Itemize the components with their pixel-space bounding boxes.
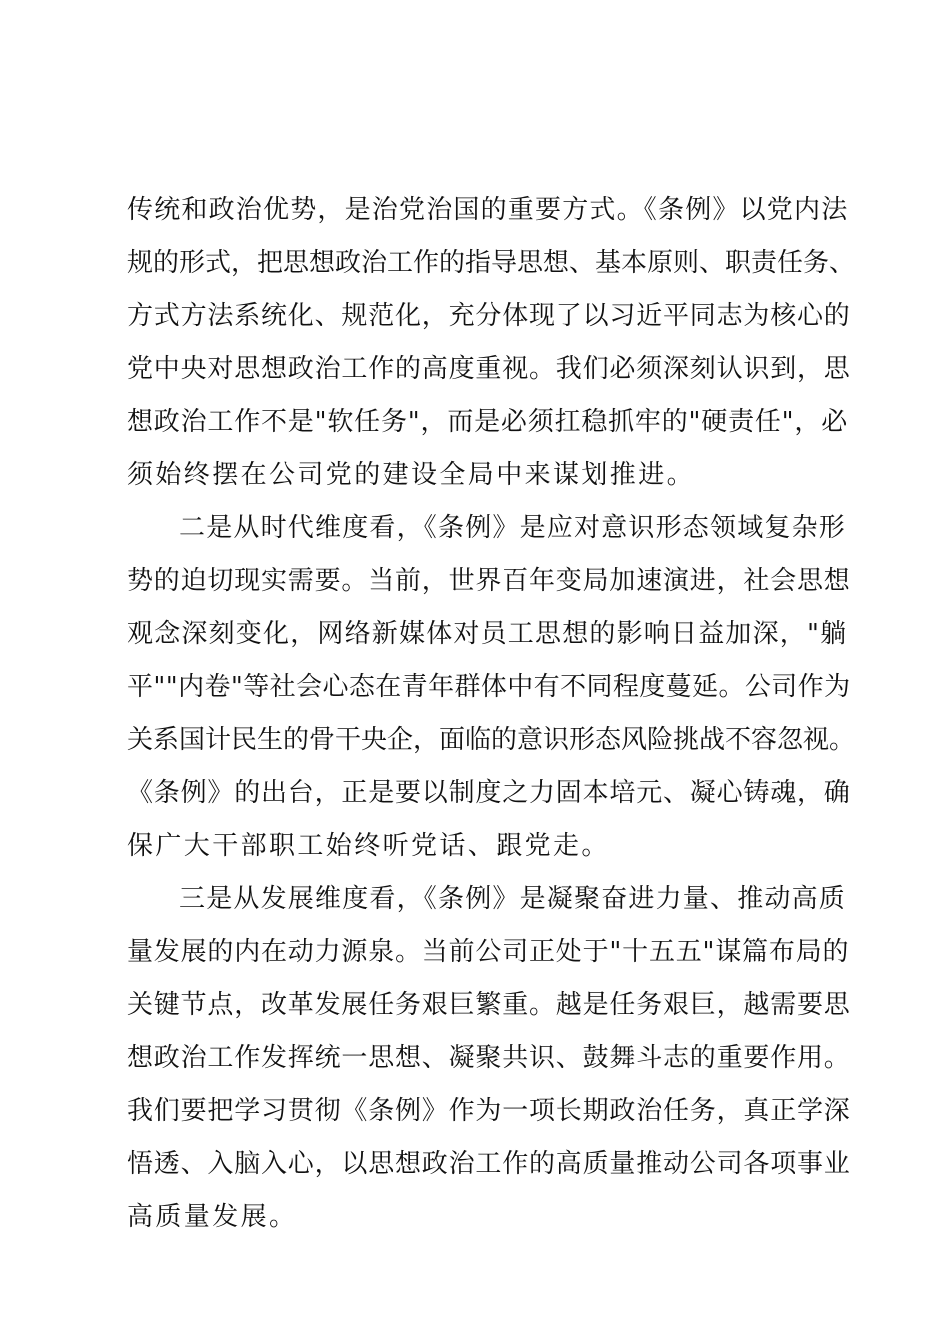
text-line: 传统和政治优势，是治党治国的重要方式。《条例》以党内法 (127, 195, 849, 225)
paragraph-first-line: 二是从时代维度看，《条例》是应对意识形态领域复杂形 (179, 513, 847, 543)
text-line: 量发展的内在动力源泉。当前公司正处于"十五五"谋篇布局的 (127, 937, 850, 967)
text-line: 关系国计民生的骨干央企，面临的意识形态风险挑战不容忽视。 (127, 725, 856, 755)
text-line: 平""内卷"等社会心态在青年群体中有不同程度蔓延。公司作为 (127, 672, 851, 702)
text-line: 党中央对思想政治工作的高度重视。我们必须深刻认识到，思 (127, 354, 851, 384)
text-line: 须始终摆在公司党的建设全局中来谋划推进。 (127, 460, 696, 490)
text-line: 方式方法系统化、规范化，充分体现了以习近平同志为核心的 (127, 301, 851, 331)
text-line: 高质量发展。 (127, 1202, 298, 1232)
document-body (127, 184, 856, 1244)
text-line: 关键节点，改革发展任务艰巨繁重。越是任务艰巨，越需要思 (127, 990, 851, 1020)
text-line: 我们要把学习贯彻《条例》作为一项长期政治任务，真正学深 (127, 1096, 851, 1126)
text-line: 势的迫切现实需要。当前，世界百年变局加速演进，社会思想 (127, 566, 851, 596)
text-line: 《条例》的出台，正是要以制度之力固本培元、凝心铸魂，确 (127, 778, 851, 808)
text-line: 悟透、入脑入心，以思想政治工作的高质量推动公司各项事业 (127, 1149, 851, 1179)
text-line: 保广大干部职工始终听党话、跟党走。 (127, 831, 610, 861)
text-line: 想政治工作发挥统一思想、凝聚共识、鼓舞斗志的重要作用。 (127, 1043, 851, 1073)
text-line: 想政治工作不是"软任务"，而是必须扛稳抓牢的"硬责任"，必 (127, 407, 849, 437)
text-line: 规的形式，把思想政治工作的指导思想、基本原则、职责任务、 (127, 248, 856, 278)
text-line: 观念深刻变化，网络新媒体对员工思想的影响日益加深，"躺 (127, 619, 848, 649)
paragraph-first-line: 三是从发展维度看，《条例》是凝聚奋进力量、推动高质 (179, 884, 847, 914)
